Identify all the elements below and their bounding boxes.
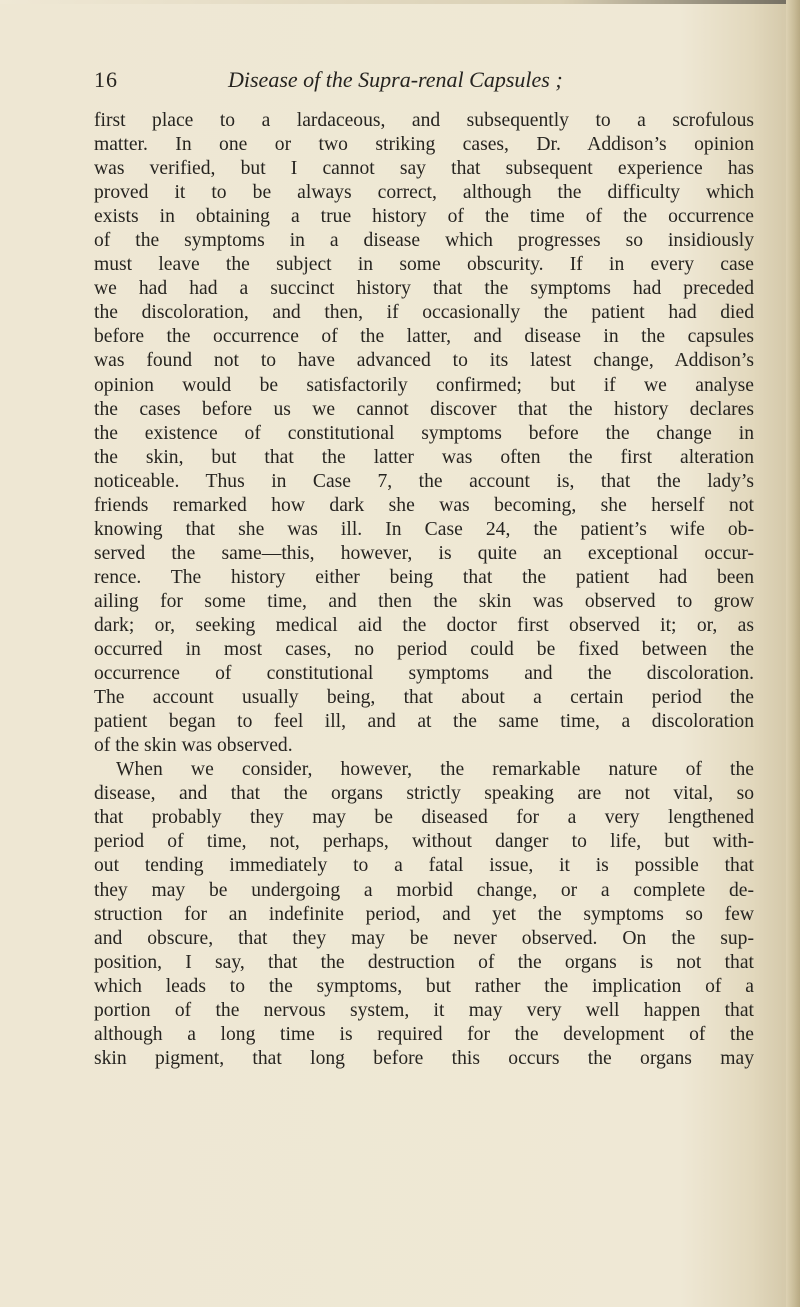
text-line: skin pigment, that long before this occurs the organs may xyxy=(94,1047,754,1069)
text-line: first place to a lardaceous, and subsequently to a scrofulous xyxy=(94,110,754,131)
text-line: period of time, not, perhaps, without danger to life, but with- xyxy=(94,831,754,853)
body-text xyxy=(94,109,754,1071)
text-line: dark; or, seeking medical aid the doctor first observed it; or, as xyxy=(94,614,754,636)
text-line: exists in obtaining a true history of the time of the occurrence xyxy=(94,206,754,228)
text-line: opinion would be satisfactorily confirmed; but if we analyse xyxy=(94,374,754,396)
text-line: they may be undergoing a morbid change, or a complete de- xyxy=(94,879,754,901)
text-line: ailing for some time, and then the skin was observed to grow xyxy=(94,590,754,612)
text-line: matter. In one or two striking cases, Dr. Addison’s opinion xyxy=(94,134,754,156)
text-line: noticeable. Thus in Case 7, the account is, that the lady’s xyxy=(94,470,754,492)
text-line: was verified, but I cannot say that subsequent experience has xyxy=(94,158,754,180)
text-line: the existence of constitutional symptoms before the change in xyxy=(94,422,754,444)
text-line: we had had a succinct history that the symptoms had preceded xyxy=(94,278,754,300)
text-line: When we consider, however, the remarkable nature of the xyxy=(116,759,754,781)
text-line: occurrence of constitutional symptoms and the discoloration. xyxy=(94,663,754,685)
text-line: proved it to be always correct, although the difficulty which xyxy=(94,182,754,204)
running-head xyxy=(94,67,654,103)
text-line: position, I say, that the destruction of the organs is not that xyxy=(94,951,754,973)
text-line: patient began to feel ill, and at the same time, a discoloration xyxy=(94,711,754,733)
paragraph-1 xyxy=(94,109,754,758)
text-line: although a long time is required for the development of the xyxy=(94,1023,754,1045)
page-number: 16 xyxy=(94,67,118,92)
running-title: Disease of the Supra-renal Capsules ; xyxy=(228,67,563,92)
page-top-edge xyxy=(0,0,800,4)
text-line: portion of the nervous system, it may very well happen that xyxy=(94,999,754,1021)
text-line: of the symptoms in a disease which progresses so insidiously xyxy=(94,230,754,252)
text-line: of the skin was observed. xyxy=(94,735,293,757)
text-line: the skin, but that the latter was often the first alteration xyxy=(94,446,754,468)
text-line: before the occurrence of the latter, and disease in the capsules xyxy=(94,326,754,348)
text-line: that probably they may be diseased for a very lengthened xyxy=(94,807,754,829)
text-line: The account usually being, that about a certain period the xyxy=(94,687,754,709)
text-line: occurred in most cases, no period could be fixed between the xyxy=(94,639,754,661)
text-line: which leads to the symptoms, but rather the implication of a xyxy=(94,975,754,997)
text-line: struction for an indefinite period, and yet the symptoms so few xyxy=(94,903,754,925)
paragraph-2 xyxy=(94,758,754,1071)
page-right-edge xyxy=(786,0,800,1307)
text-line: rence. The history either being that the patient had been xyxy=(94,566,754,588)
text-line: disease, and that the organs strictly speaking are not vital, so xyxy=(94,783,754,805)
text-line: knowing that she was ill. In Case 24, the patient’s wife ob- xyxy=(94,518,754,540)
text-line: served the same—this, however, is quite an exceptional occur- xyxy=(94,542,754,564)
text-line: was found not to have advanced to its latest change, Addison’s xyxy=(94,350,754,372)
text-line: friends remarked how dark she was becoming, she herself not xyxy=(94,494,754,516)
text-line: out tending immediately to a fatal issue, it is possible that xyxy=(94,855,754,877)
text-line: the cases before us we cannot discover that the history declares xyxy=(94,398,754,420)
text-line: and obscure, that they may be never observed. On the sup- xyxy=(94,927,754,949)
text-line: must leave the subject in some obscurity. If in every case xyxy=(94,254,754,276)
text-line: the discoloration, and then, if occasionally the patient had died xyxy=(94,302,754,324)
